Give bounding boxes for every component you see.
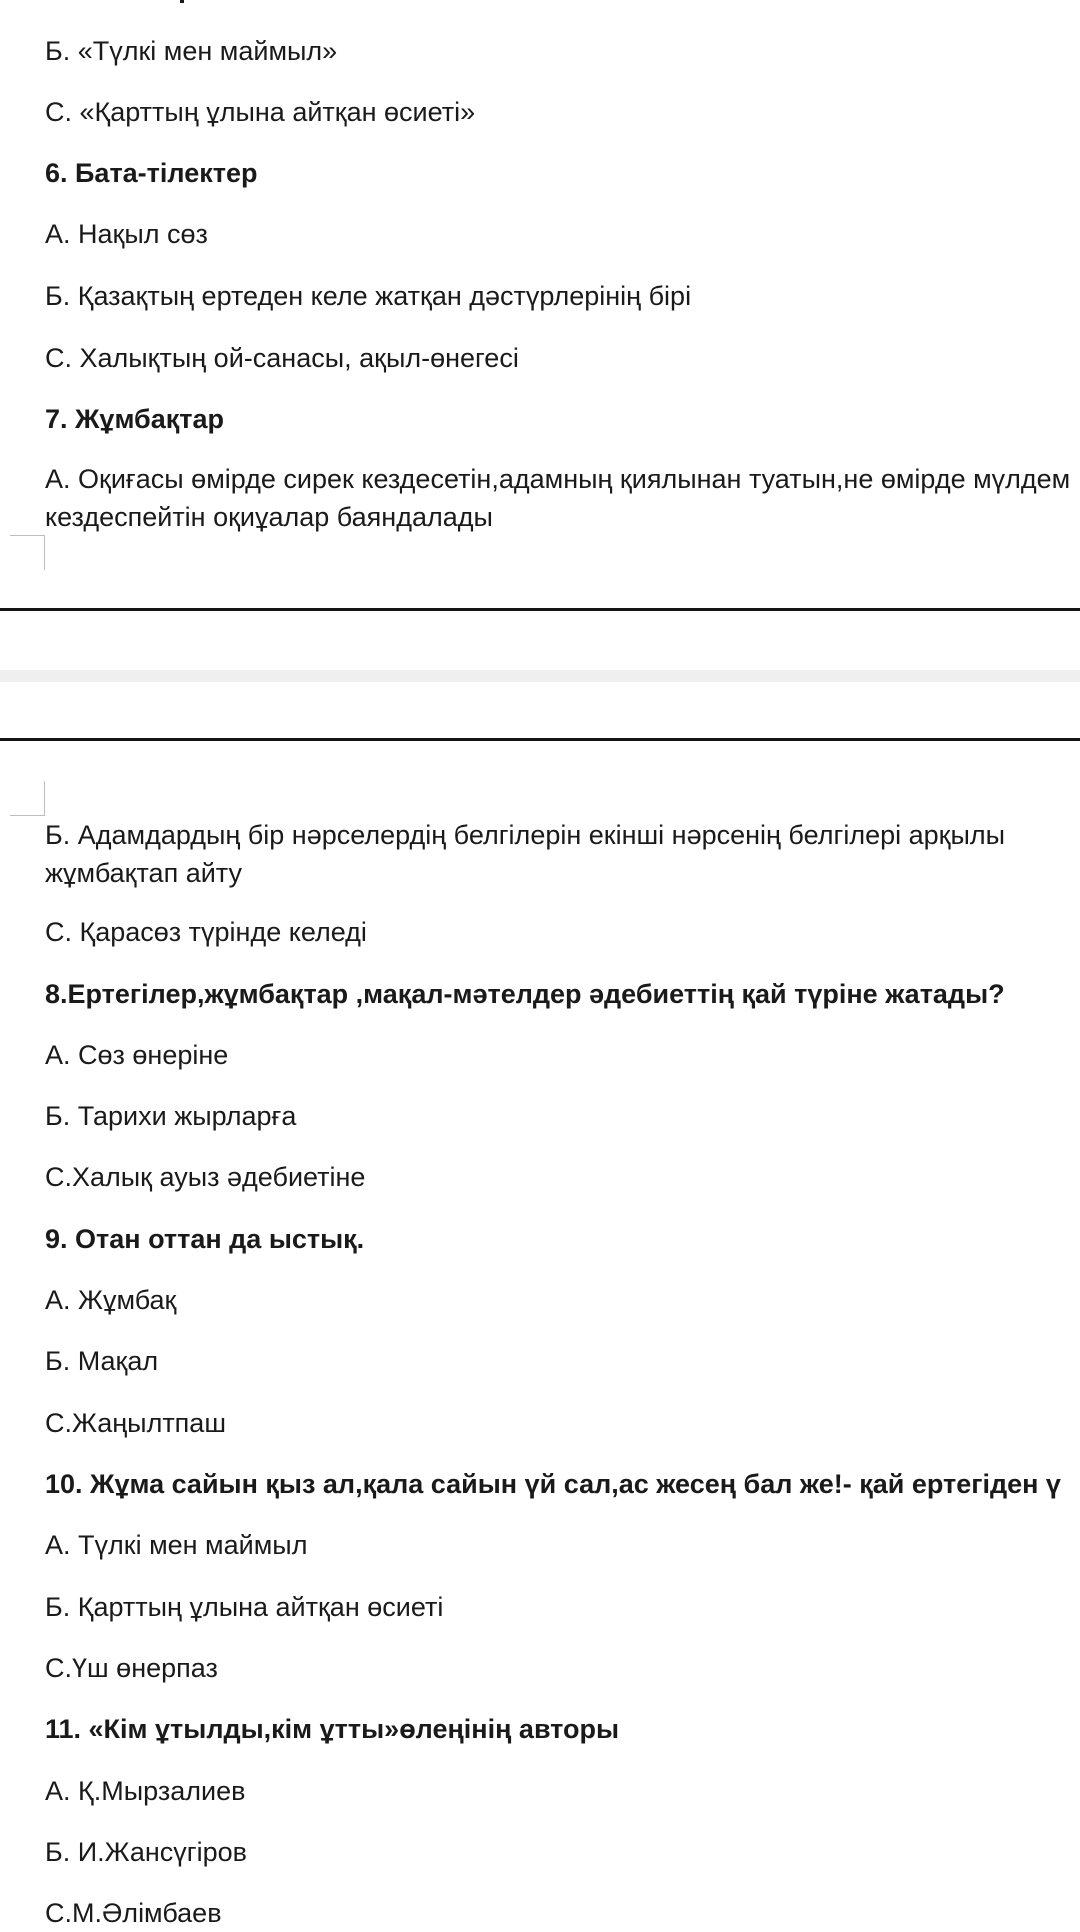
answer-option: А. Оқиғасы өмірде сирек кездесетін,адамның қиялынан туатын,не өмірде мүлдем кездеспейтін оқиұалар баяндалады <box>45 464 1071 532</box>
answer-option: С.Халық ауыз әдебиетіне <box>45 1162 366 1192</box>
cutoff-text-fragment <box>180 0 184 3</box>
answer-option: Б. Адамдардың бір нәрселердің белгілерін екінші нәрсенің белгілері арқылы жұмбақтап айту <box>45 820 1006 888</box>
page-top-edge <box>0 738 1080 741</box>
page-separator <box>0 670 1080 682</box>
answer-option: А. Нақыл сөз <box>45 219 208 249</box>
answer-option: С. Қарасөз түрінде келеді <box>45 917 367 947</box>
answer-option: С.Жаңылтпаш <box>45 1408 226 1438</box>
answer-option: Б. Мақал <box>45 1346 159 1376</box>
answer-option: С.М.Әлімбаев <box>45 1898 222 1928</box>
answer-option: А. Жұмбақ <box>45 1285 177 1315</box>
question-heading: 7. Жұмбақтар <box>45 404 224 434</box>
answer-option: Б. Тарихи жырларға <box>45 1101 297 1131</box>
question-heading: 10. Жұма сайын қыз ал,қала сайын үй сал,ас жесең бал же!- қай ертегіден ү <box>45 1469 1061 1499</box>
answer-option: Б. «Түлкі мен маймыл» <box>45 36 338 66</box>
answer-option: С. «Қарттың ұлына айтқан өсиеті» <box>45 97 476 127</box>
question-heading: 8.Ертегілер,жұмбақтар ,мақал-мәтелдер әдебиеттің қай түріне жатады? <box>45 979 1005 1009</box>
page-bottom-edge <box>0 608 1080 611</box>
question-heading: 11. «Кім ұтылды,кім ұтты»өлеңінің авторы <box>45 1714 620 1744</box>
answer-option: А. Қ.Мырзалиев <box>45 1776 246 1806</box>
page-margin-mark <box>10 535 45 570</box>
answer-option: С. Халықтың ой-санасы, ақыл-өнегесі <box>45 343 519 373</box>
answer-option: С.Үш өнерпаз <box>45 1653 218 1683</box>
answer-option: А. Сөз өнеріне <box>45 1040 229 1070</box>
answer-option: Б. Қазақтың ертеден келе жатқан дәстүрлерінің бірі <box>45 281 692 311</box>
question-heading: 9. Отан оттан да ыстық. <box>45 1224 365 1254</box>
answer-option: А. Түлкі мен маймыл <box>45 1530 308 1560</box>
page-margin-mark <box>10 781 45 816</box>
answer-option: Б. И.Жансүгіров <box>45 1837 248 1867</box>
answer-option: Б. Қарттың ұлына айтқан өсиеті <box>45 1592 444 1622</box>
question-heading: 6. Бата-тілектер <box>45 158 258 188</box>
